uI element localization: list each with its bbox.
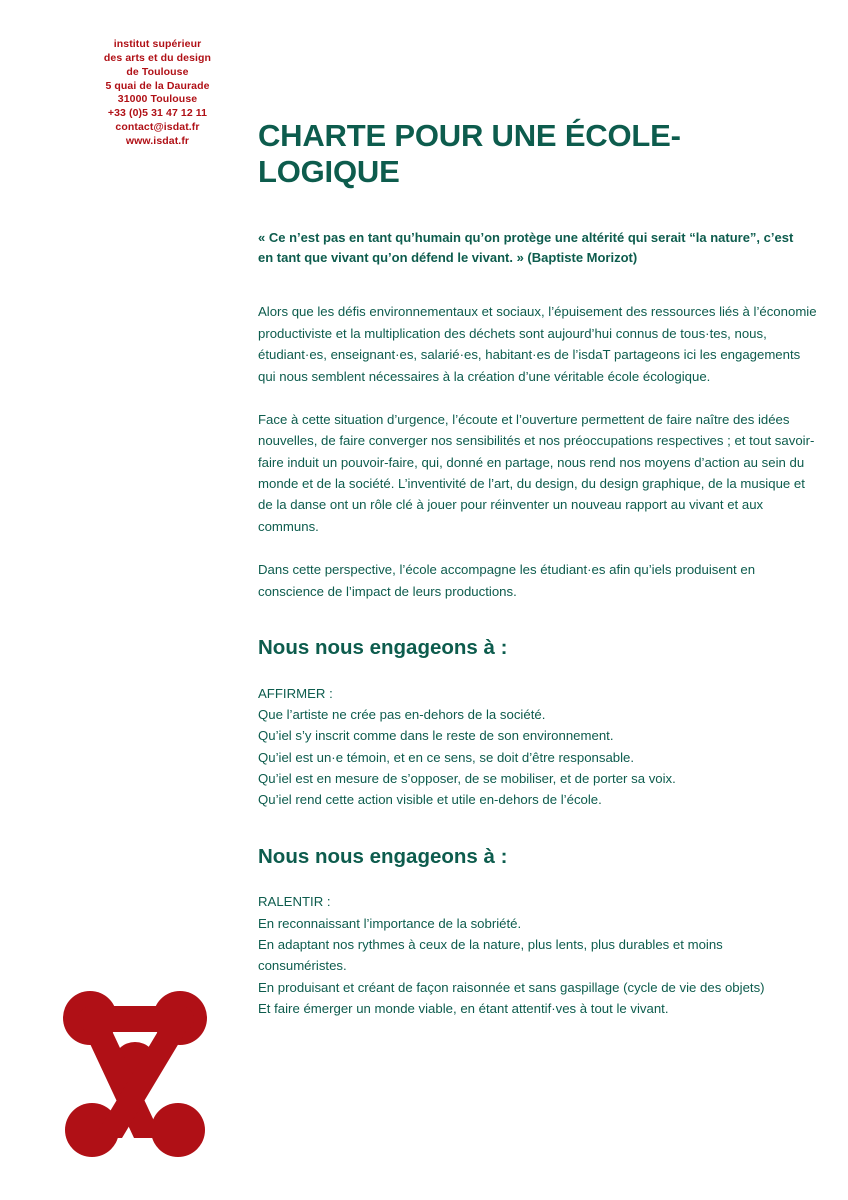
section-heading-ralentir: Nous nous engageons à : — [258, 844, 508, 868]
letterhead — [60, 38, 255, 149]
page-title: CHARTE POUR UNE ÉCOLE-LOGIQUE — [258, 118, 681, 189]
intro-paragraph-1: Alors que les défis environnementaux et sociaux, l’épuisement des ressources liés à l’économie productiviste et la multiplication des déchets sont aujourd’hui connus de tous·tes, nous, étudiant·es, enseignant·es, salarié·es, habitant·es de l’isdaT partageons ici les engagements qui nous semblent nécessaires à la création d’une véritable école écologique. — [258, 304, 817, 384]
letterhead-line-5: 31000 Toulouse — [117, 93, 198, 106]
letterhead-website: www.isdat.fr — [125, 135, 190, 148]
intro-paragraph-3: Dans cette perspective, l’école accompagne les étudiant·es afin qu’iels produisent en conscience de l’impact de leurs productions. — [258, 562, 756, 599]
document-body — [258, 118, 818, 1020]
letterhead-email: contact@isdat.fr — [115, 121, 200, 134]
list-item: Que l’artiste ne crée pas en-dehors de la société. — [258, 706, 546, 722]
pull-quote: « Ce n’est pas en tant qu’humain qu’on protège une altérité qui serait “la nature”, c’est en tant que vivant qu’on défend le vivant. » (Baptiste Morizot) — [258, 229, 794, 265]
section-heading-affirmer: Nous nous engageons à : — [258, 635, 508, 659]
list-item: En reconnaissant l’importance de la sobriété. — [258, 915, 522, 931]
list-item: Qu’iel s’y inscrit comme dans le reste de son environnement. — [258, 728, 614, 744]
letterhead-phone: +33 (0)5 31 47 12 11 — [107, 107, 208, 120]
list-item: Qu’iel rend cette action visible et utile en-dehors de l’école. — [258, 792, 602, 808]
intro-paragraph-2: Face à cette situation d’urgence, l’écoute et l’ouverture permettent de faire naître des idées nouvelles, de faire converger nos sensibilités et nos préoccupations respectives ; et tout savoir-faire induit un pouvoir-faire, qui, donné en partage, nous rend nos moyens d’action au sein du monde et de la société. L’inventivité de l’art, du design, du design graphique, de la musique et de la danse ont un rôle clé à jouer pour réinventer un nouveau rapport au vivant et aux communs. — [258, 411, 815, 534]
list-item: Qu’iel est en mesure de s’opposer, de se mobiliser, et de porter sa voix. — [258, 771, 676, 786]
letterhead-line-2: des arts et du design — [103, 51, 212, 64]
list-item: En adaptant nos rythmes à ceux de la nature, plus lents, plus durables et moins consuméristes. — [258, 937, 723, 974]
letterhead-line-4: 5 quai de la Daurade — [105, 79, 210, 92]
letterhead-line-1: institut supérieur — [113, 38, 202, 50]
commitment-label-affirmer: AFFIRMER : — [258, 685, 333, 701]
list-item: Et faire émerger un monde viable, en étant attentif·ves à tout le vivant. — [258, 1001, 669, 1017]
list-item: Qu’iel est un·e témoin, et en ce sens, se doit d’être responsable. — [258, 749, 635, 765]
letterhead-line-3: de Toulouse — [126, 65, 189, 78]
list-item: En produisant et créant de façon raisonnée et sans gaspillage (cycle de vie des objets) — [258, 979, 765, 995]
commitment-label-ralentir: RALENTIR : — [258, 894, 331, 910]
isdat-logo-icon — [62, 990, 222, 1158]
